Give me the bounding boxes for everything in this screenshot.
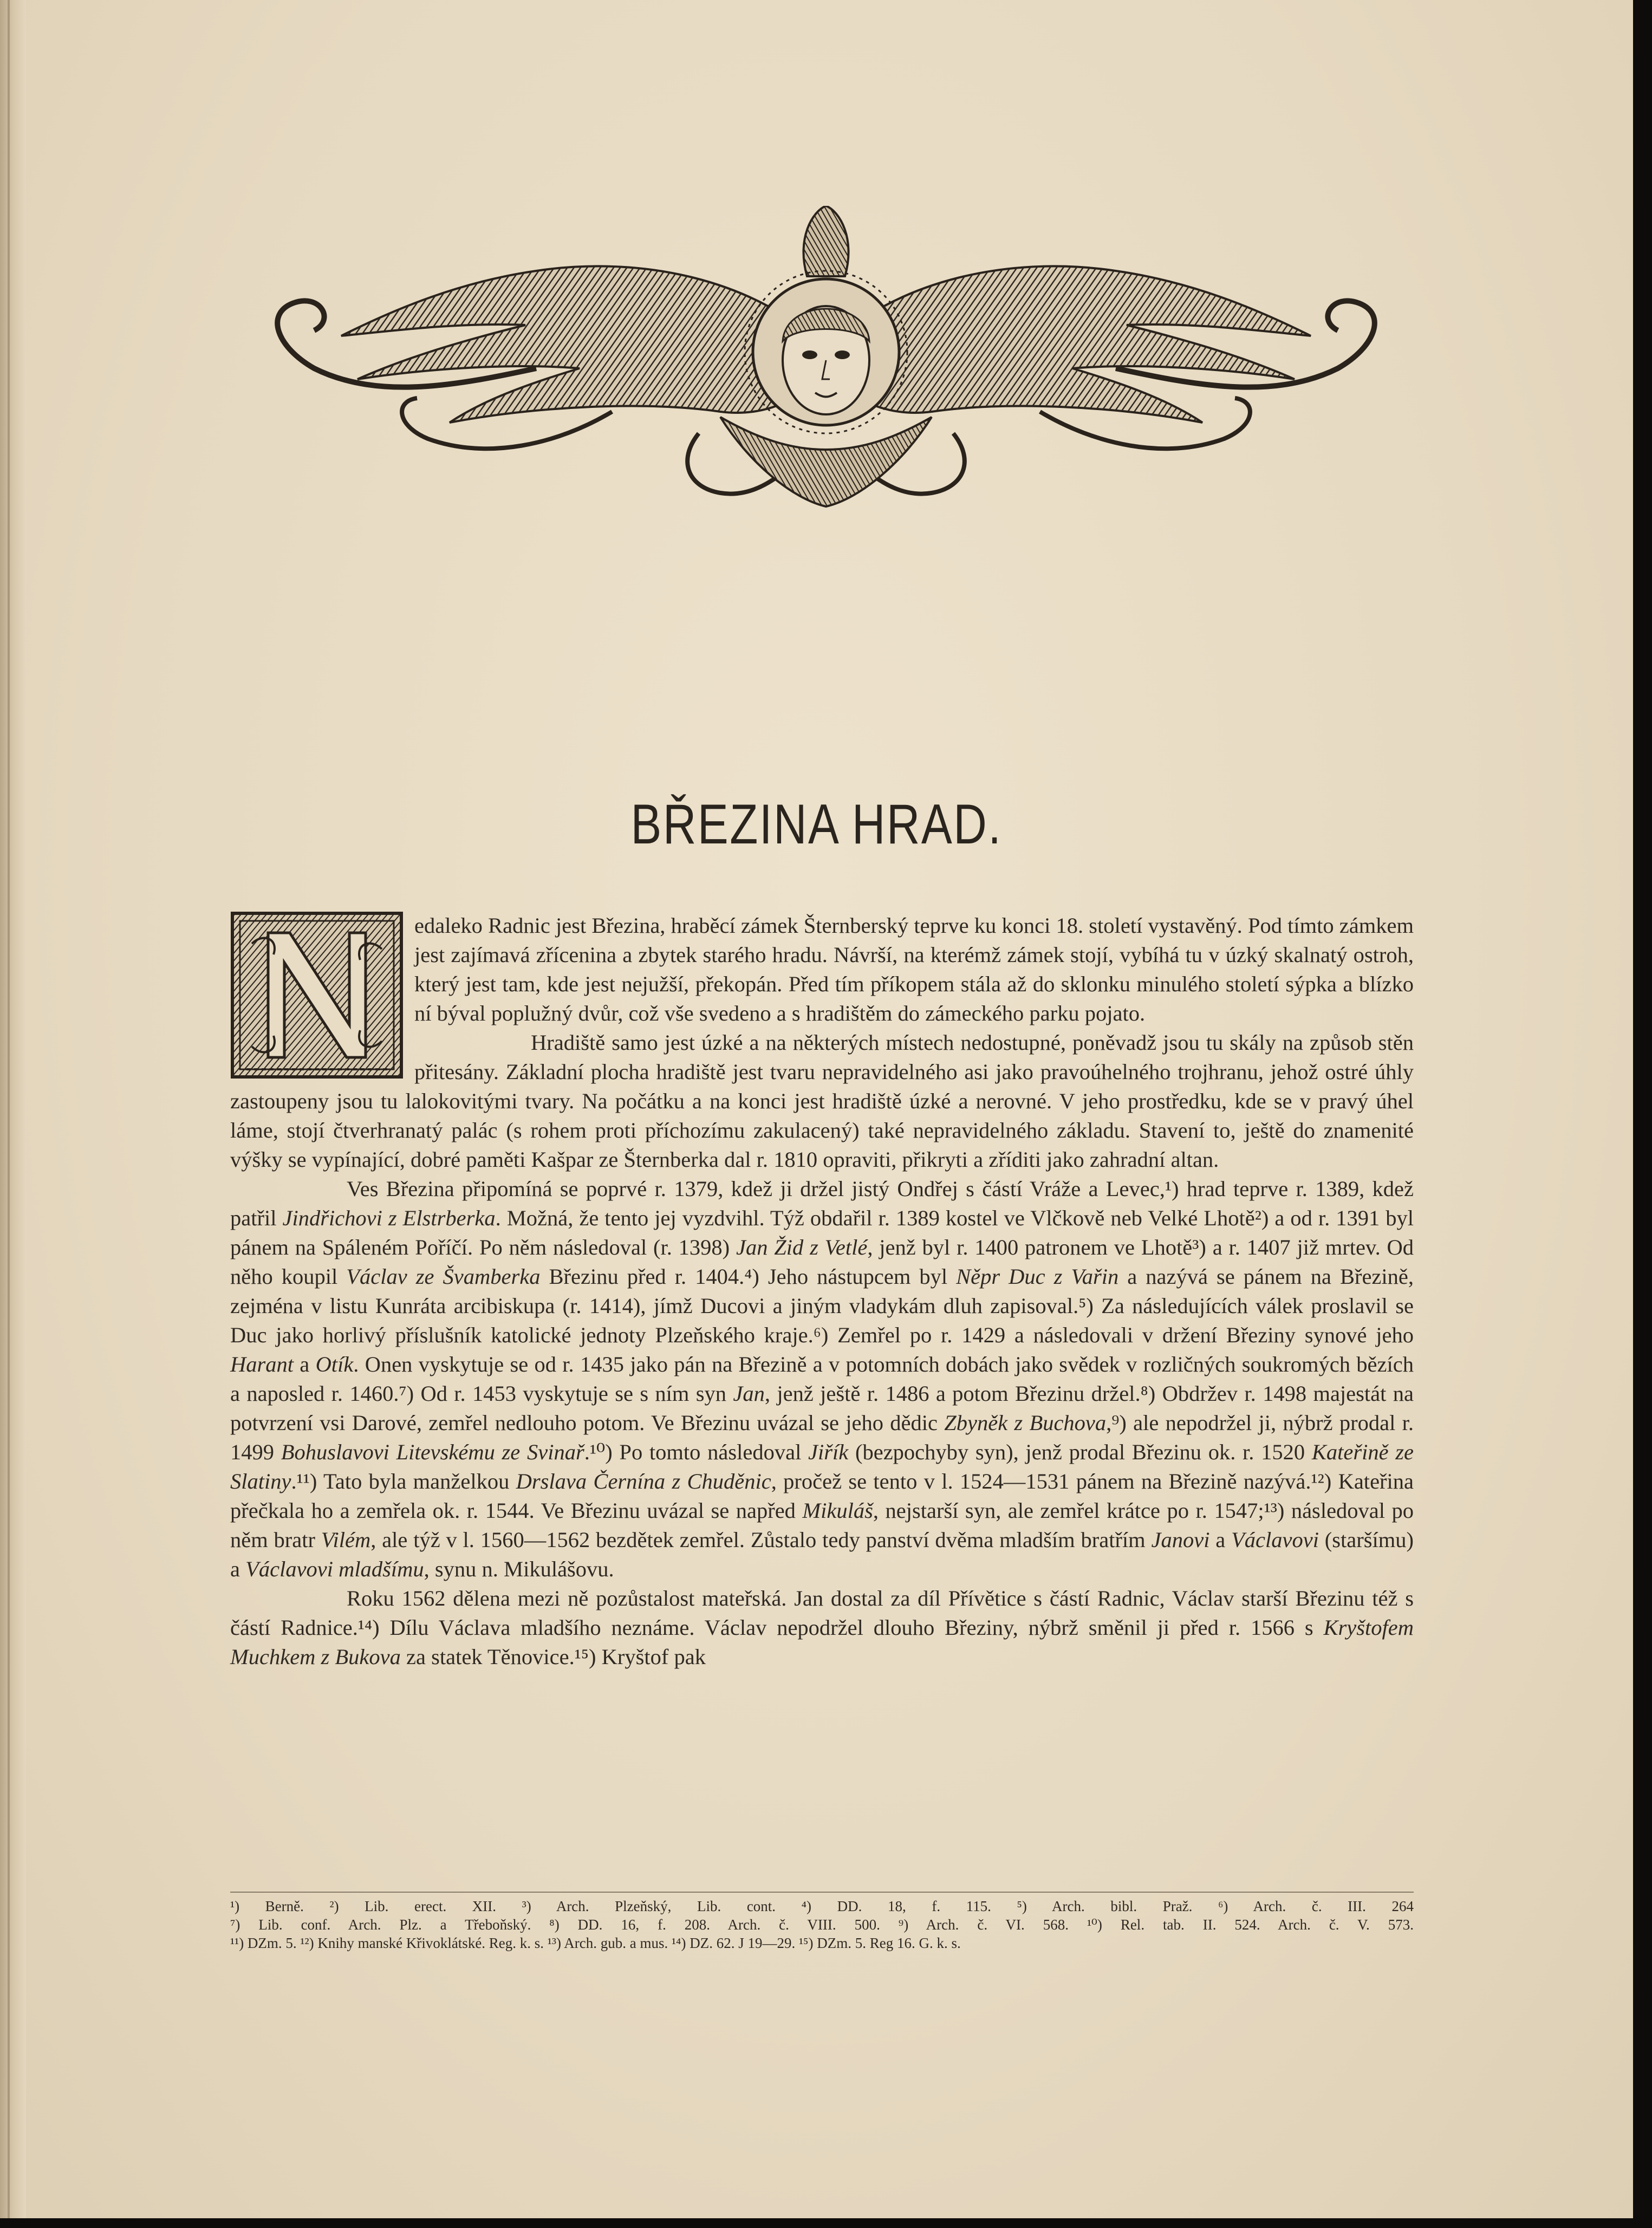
text-run: . Možná, že tento jej vyzdvihl. Týž obdařil r. 1389 kostel ve Vlčkově neb Velké Lhotě²) a od r. 1391 byl pánem na Spáleném Poříčí. Po něm následoval (r. 1398) (230, 1206, 1414, 1259)
article-body (230, 911, 1414, 1672)
person-name: Bohuslavovi Litevskému ze Svinař (281, 1440, 584, 1464)
text-run: , pročež se tento v l. 1524—1531 pánem na Březině nazývá.¹²) Kateřina přečkala ho a zemřela ok. r. 1544. Ve Březinu uvázal se napřed (230, 1469, 1414, 1523)
paragraph-4 (230, 1584, 1414, 1672)
paragraph-3 (230, 1174, 1414, 1584)
dropcap-n-icon (230, 911, 404, 1079)
text-run: a (294, 1352, 316, 1376)
person-name: Jiřík (808, 1440, 849, 1464)
text-run: . Onen vyskytuje se od r. 1435 jako pán na Březině a v potomních dobách jako svědek v rozličných soukromých bězích a naposled r. 1460.⁷) Od r. 1453 vyskytuje se s ním syn (230, 1352, 1414, 1406)
person-name: Něpr Duc z Vařin (956, 1264, 1119, 1289)
binding-stitch-line (8, 0, 10, 2218)
person-name: Otík (315, 1352, 354, 1376)
person-name: Vilém (321, 1528, 371, 1552)
person-name: Kateřině ze Slatiny (230, 1440, 1414, 1493)
person-name: Václav ze Švamberka (346, 1264, 541, 1289)
footnotes (230, 1892, 1414, 1952)
footnote-line: ¹) Berně. ²) Lib. erect. XII. ³) Arch. Plzeňský, Lib. cont. ⁴) DD. 18, f. 115. ⁵) Arch. bibl. Praž. ⁶) Arch. č. III. 264 (230, 1898, 1414, 1914)
footnote-line: ¹¹) DZm. 5. ¹²) Knihy manské Křivoklátské. Reg. k. s. ¹³) Arch. gub. a mus. ¹⁴) DZ. 62. J 19—29. ¹⁵) DZm. 5. Reg 16. G. k. s. (230, 1935, 961, 1951)
cherub-ornament-icon (233, 206, 1419, 509)
person-name: Janovi (1151, 1528, 1210, 1552)
text-run: za statek Těnovice.¹⁵) Kryštof pak (400, 1645, 706, 1669)
person-name: Harant (230, 1352, 294, 1376)
footnote-line: ⁷) Lib. conf. Arch. Plz. a Třeboňský. ⁸) DD. 16, f. 208. Arch. č. VIII. 500. ⁹) Arch. č. VI. 568. ¹⁰) Rel. tab. II. 524. Arch. č. V. 573. (230, 1917, 1414, 1933)
page-binding-edge (0, 0, 26, 2218)
text-run: (bezpochyby syn), jenž prodal Březinu ok. r. 1520 (848, 1440, 1312, 1464)
text-run: .¹⁰) Po tomto následoval (584, 1440, 809, 1464)
text-run: Ves Březina připomíná se poprvé r. 1379, kdež ji držel jistý Ondřej s částí Vráže a Levec,¹) hrad teprve r. 1389, kdež patřil (230, 1177, 1414, 1230)
person-name: Zbyněk z Buchova (944, 1411, 1107, 1435)
text-run: .¹¹) Tato byla manželkou (291, 1469, 516, 1493)
text-run: , ale týž v l. 1560—1562 bezdětek zemřel. Zůstalo tedy panství dvěma mladším bratřím (370, 1528, 1152, 1552)
text-run: , jenž ještě r. 1486 a potom Březinu držel.⁸) Obdržev r. 1498 majestát na potvrzení vsi Darové, zemřel nedlouho potom. Ve Březinu uvázal se jeho dědic (230, 1381, 1414, 1435)
text-run: , synu n. Mikulášovu. (424, 1557, 614, 1581)
person-name: Mikuláš (802, 1498, 873, 1523)
text-run: ,⁹) ale nepodržel ji, nýbrž prodal r. 1499 (230, 1411, 1414, 1464)
text-run: , nejstarší syn, ale zemřel krátce po r. 1547;¹³) následoval po něm bratr (230, 1498, 1414, 1552)
person-name: Jan Žid z Vetlé (736, 1235, 868, 1259)
text-run: Březinu před r. 1404.⁴) Jeho nástupcem byl (540, 1264, 957, 1289)
person-name: Václavovi (1231, 1528, 1319, 1552)
person-name: Kryštofem Muchkem z Bukova (230, 1615, 1414, 1669)
text-run: , jenž byl r. 1400 patronem ve Lhotě³) a r. 1407 již mrtev. Od něho koupil (230, 1235, 1414, 1289)
paragraph-1: edaleko Radnic jest Březina, hraběcí zámek Šternberský teprve ku konci 18. století vystavěný. Pod tímto zámkem jest zajímavá zřícenina a zbytek starého hradu. Návrší, na kterémž zámek stojí, vybíhá tu v úzký skalnatý ostroh, který jest tam, kde jest nejužší, překopán. Před tím příkopem stála až do sklonku minulého století sýpka a blízko ní býval poplužný dvůr, což vše svedeno a s hradištěm do zámeckého parku pojato. (414, 913, 1414, 1025)
person-name: Jan (733, 1381, 765, 1406)
text-run: a nazývá se pánem na Březině, zejména v listu Kunráta arcibiskupa (r. 1414), jímž Ducovi a jiným vladykám dluh zapisoval.⁵) Za následujících válek proslavil se Duc jako horlivý příslušník katolické jednoty Plzeňského kraje.⁶) Zemřel po r. 1429 a následovali v držení Březiny synové jeho (230, 1264, 1414, 1347)
text-run: (staršímu) a (230, 1528, 1414, 1581)
person-name: Jindřichovi z Elstrberka (282, 1206, 496, 1230)
person-name: Václavovi mladšímu (245, 1557, 424, 1581)
person-name: Drslava Černína z Chuděnic (516, 1469, 771, 1493)
text-run: Roku 1562 dělena mezi ně pozůstalost mateřská. Jan dostal za díl Přívětice s částí Radnic, Václav starší Březinu též s částí Radnice.¹⁴) Dílu Václava mladšího neznáme. Václav nepodržel dlouho Březiny, nýbrž směnil ji před r. 1566 s (230, 1586, 1414, 1640)
paragraph-2: Hradiště samo jest úzké a na některých místech nedostupné, poněvadž jsou tu skály na způsob stěn přitesány. Základní plocha hradiště jest tvaru nepravidelného asi jako pravoúhelného trojhranu, jehož ostré úhly zastoupeny jsou tu lalokovitými tvary. Na počátku a na konci jest hradiště úzké a nerovné. V jeho prostředku, kde se v pravý úhel láme, stojí čtverhranatý palác (s rohem proti příchozímu zakulacený) také nepravidelného základu. Stavení to, ještě do znamenité výšky se vypínající, dobré paměti Kašpar ze Šternberka dal r. 1810 opraviti, přikryti a zříditi jako zahradní altan. (230, 1030, 1414, 1172)
page-title: BŘEZINA HRAD. (630, 793, 1003, 856)
text-run: a (1209, 1528, 1232, 1552)
